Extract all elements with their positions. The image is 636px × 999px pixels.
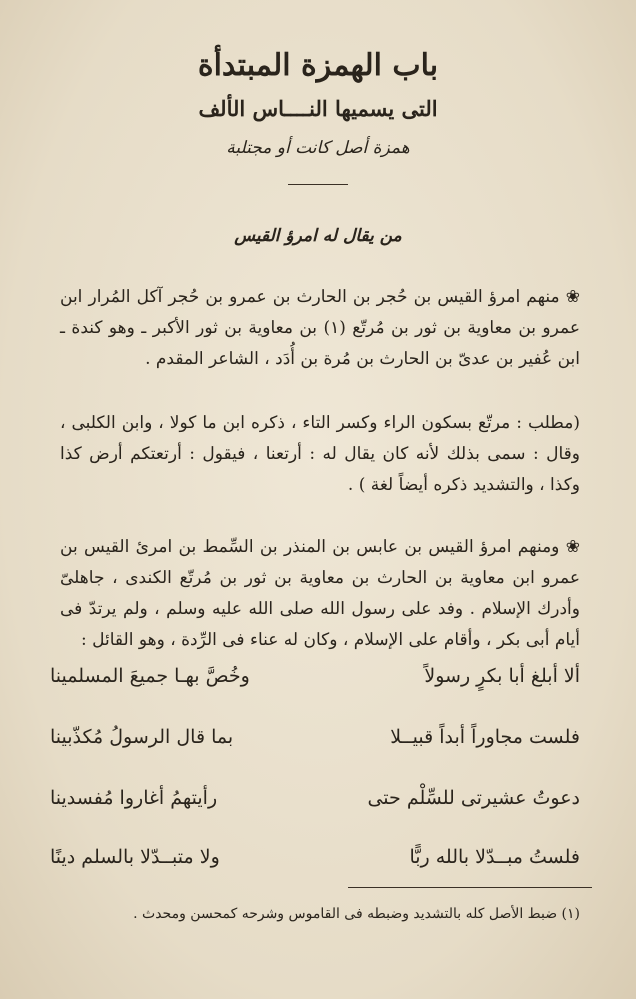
verse-second-hemistich: رأيتهمُ أغاروا مُفسدينا bbox=[50, 787, 218, 809]
paragraph-2: (مطلب : مرتّع بسكون الراء وكسر التاء ، ذكره ابن ما كولا ، وابن الكلبى ، وقال : سمى بذلك لأنه كان يقال له : أرتعنا ، فيقول : أرتعتكم أرض كذا وكذا ، والتشديد ذكره أيضاً لغة ) . bbox=[60, 413, 580, 495]
footnote: (١) ضبط الأصل كله بالتشديد وضبطه فى القاموس وشرحه كمحسن ومحدث . bbox=[133, 906, 580, 922]
verse-second-hemistich: وخُصَّ بهـا جميعَ المسلمينا bbox=[50, 665, 250, 687]
chapter-subtitle-secondary: همزة أصل كانت أو مجتلبة bbox=[226, 138, 410, 158]
title-separator bbox=[288, 184, 348, 185]
verse-first-hemistich: ألا أبلغ أبا بكرٍ رسولاً bbox=[424, 665, 580, 687]
verse-line bbox=[50, 665, 580, 705]
verse-line bbox=[50, 846, 580, 886]
verse-line bbox=[50, 726, 580, 766]
verse-second-hemistich: ولا متبــدّلا بالسلم دينًا bbox=[50, 846, 220, 868]
chapter-title: باب الهمزة المبتدأة bbox=[197, 48, 439, 83]
section-heading: من يقال له امرؤ القيس bbox=[234, 226, 402, 246]
footnote-rule bbox=[348, 887, 592, 888]
verse-second-hemistich: بما قال الرسولُ مُكذّبينا bbox=[50, 726, 234, 748]
verse-first-hemistich: دعوتُ عشيرتى للسِّلْم حتى bbox=[367, 787, 580, 809]
paragraph-1: ❀ منهم امرؤ القيس بن حُجر بن الحارث بن عمرو بن حُجر آكل المُرار ابن عمرو بن معاوية بن ثور بن مُرتّع (١) بن معاوية بن ثور الأكبر ـ وهو كندة ـ ابن عُفير بن عدىّ بن الحارث بن مُرة بن أُدَد ، الشاعر المقدم . bbox=[60, 287, 580, 369]
verse-first-hemistich: فلست مجاوراً أبداً قبيــلا bbox=[390, 726, 580, 748]
verse-line bbox=[50, 787, 580, 827]
chapter-subtitle: التى يسميها النــــاس الألف bbox=[198, 96, 438, 121]
verse-first-hemistich: فلستُ مبــدّلا بالله ربًّا bbox=[409, 846, 580, 868]
paragraph-3: ❀ ومنهم امرؤ القيس بن عابس بن المنذر بن السِّمط بن امرئ القيس بن عمرو ابن معاوية بن الحارث بن معاوية بن ثور بن مُرتّع الكندى ، جاهلىّ وأدرك الإسلام . وفد على رسول الله صلى الله عليه وسلم ، ولم يرتدّ فى أيام أبى بكر ، وأقام على الإسلام ، وكان له عناء فى الرِّدة ، وهو القائل : bbox=[60, 537, 580, 650]
